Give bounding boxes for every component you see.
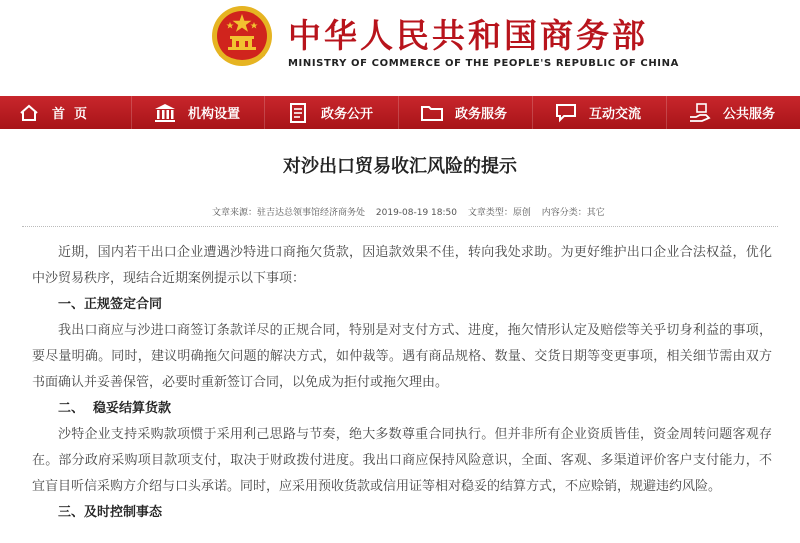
national-emblem-icon[interactable] <box>210 4 274 70</box>
section-text: 沙特企业支持采购款项惯于采用利己思路与节奏，绝大多数尊重合同执行。但并非所有企业资质皆佳，资金周转问题客观存在。部分政府采购项目款项支付，取决于财政拨付进度。我出口商应保持风险意识，全面、客观、多渠道评价客户支付能力，不宜盲目听信采购方介绍与口头承诺。同时，应采用预收货款或信用证等相对稳妥的结算方式，不应赊销，规避违约风险。 <box>32 427 772 494</box>
nav-item-label: 互动交流 <box>589 107 642 122</box>
article-date: 2019-08-19 18:50 <box>375 208 457 218</box>
nav-item-label: 首 页 <box>52 107 88 122</box>
nav-item-label: 政务公开 <box>321 107 374 122</box>
folder-icon <box>421 103 443 123</box>
home-icon <box>18 103 40 123</box>
section-heading: 三、及时控制事态 <box>58 505 163 520</box>
article-body <box>32 240 772 526</box>
nav-item-public-services[interactable] <box>667 96 800 129</box>
site-subtitle: MINISTRY OF COMMERCE OF THE PEOPLE'S REPUBLIC OF CHINA <box>288 58 679 69</box>
section-heading: 一、正规签定合同 <box>58 297 163 312</box>
nav-item-interaction[interactable] <box>533 96 667 129</box>
article-category: 内容分类：其它 <box>541 208 605 218</box>
nav-item-government-affairs[interactable] <box>265 96 399 129</box>
nav-item-government-services[interactable] <box>399 96 533 129</box>
article-type: 文章类型：原创 <box>467 208 531 218</box>
site-header <box>0 0 800 96</box>
article-title: 对沙出口贸易收汇风险的提示 <box>283 156 517 177</box>
nav-item-organization[interactable] <box>132 96 265 129</box>
article-source: 文章来源：驻吉达总领事馆经济商务处 <box>212 208 366 218</box>
article-intro: 近期，国内若干出口企业遭遇沙特进口商拖欠货款，因追款效果不佳，转向我处求助。为更好维护出口企业合法权益，优化中沙贸易秩序，现结合近期案例提示以下事项： <box>32 245 772 286</box>
article-meta <box>212 205 613 218</box>
site-title[interactable]: 中华人民共和国商务部 <box>288 16 648 55</box>
section-text: 我出口商应与沙进口商签订条款详尽的正规合同，特别是对支付方式、进度，拖欠情形认定及赔偿等关乎切身利益的事项，要尽量明确。同时，建议明确拖欠问题的解决方式，如仲裁等。遇有商品规格、数量、交货日期等变更事项，相关细节需由双方书面确认并妥善保管，必要时重新签订合同，以免成为拒付或拖欠理由。 <box>32 323 772 390</box>
section-heading: 二、 稳妥结算货款 <box>58 401 172 416</box>
nav-item-home[interactable] <box>0 96 132 129</box>
building-icon <box>154 103 176 123</box>
divider <box>22 226 778 227</box>
document-icon <box>287 103 309 123</box>
main-nav <box>0 96 800 129</box>
chat-icon <box>555 103 577 123</box>
nav-item-label: 机构设置 <box>188 107 241 122</box>
hand-service-icon <box>689 103 711 123</box>
nav-item-label: 公共服务 <box>723 107 776 122</box>
nav-item-label: 政务服务 <box>455 107 508 122</box>
